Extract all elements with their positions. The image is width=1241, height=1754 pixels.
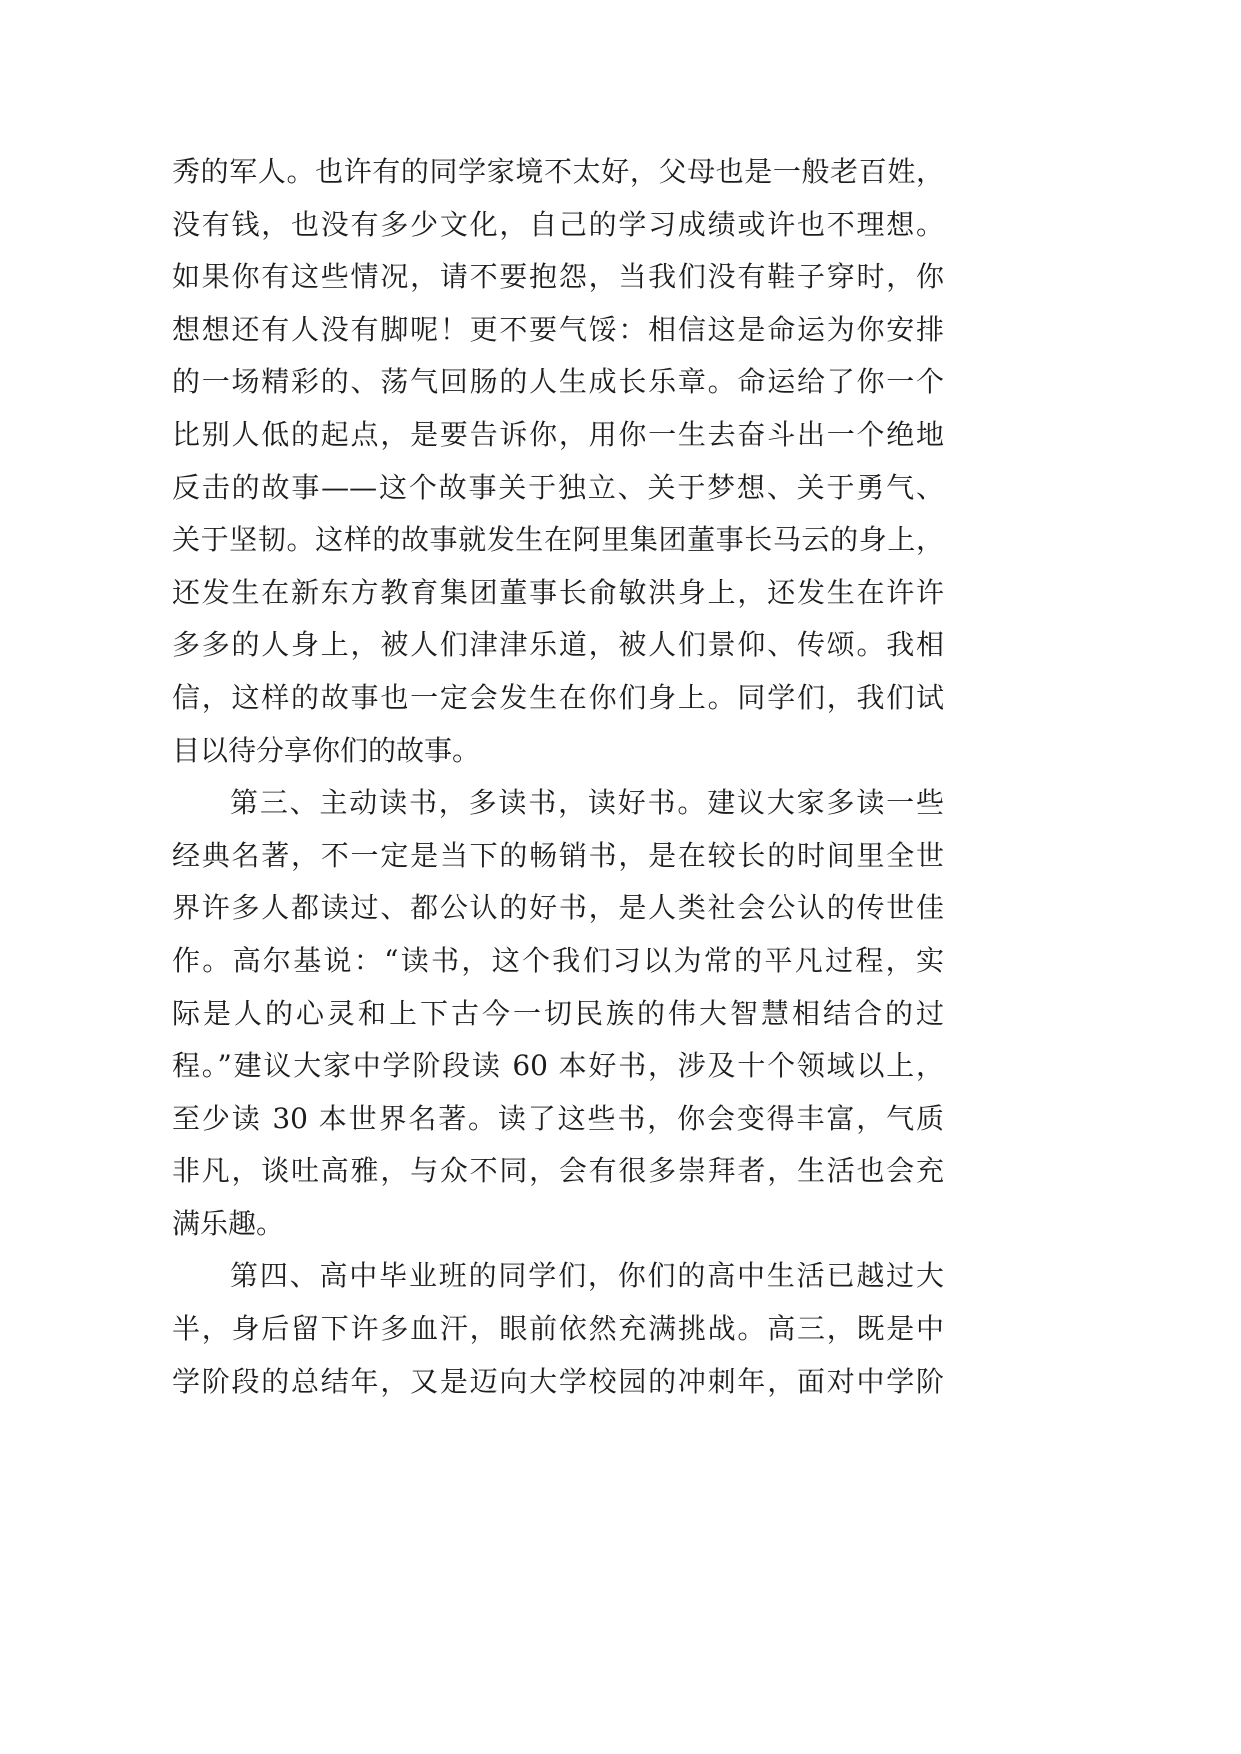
text-line: 反击的故事——这个故事关于独立、关于梦想、关于勇气、 [172,470,944,504]
text-line: 比别人低的起点，是要告诉你，用你一生去奋斗出一个绝地 [172,417,944,451]
text-line: 际是人的心灵和上下古今一切民族的伟大智慧相结合的过 [172,996,944,1030]
text-line: 半，身后留下许多血汗，眼前依然充满挑战。高三，既是中 [172,1312,944,1346]
text-line: 目以待分享你们的故事。 [172,733,481,767]
text-line: 信，这样的故事也一定会发生在你们身上。同学们，我们试 [172,680,944,714]
text-line: 多多的人身上，被人们津津乐道，被人们景仰、传颂。我相 [172,628,944,662]
text-line: 还发生在新东方教育集团董事长俞敏洪身上，还发生在许许 [172,575,944,609]
text-line: 至少读 30 本世界名著。读了这些书，你会变得丰富，气质 [172,1101,944,1135]
document-page-body [172,146,944,1408]
text-line: 经典名著，不一定是当下的畅销书，是在较长的时间里全世 [172,838,944,872]
text-line: 学阶段的总结年，又是迈向大学校园的冲刺年，面对中学阶 [172,1364,944,1398]
paragraph-third-point [172,777,944,1250]
text-line: 作。高尔基说：“读书，这个我们习以为常的平凡过程，实 [172,943,944,977]
text-line: 满乐趣。 [172,1206,285,1240]
text-line: 想想还有人没有脚呢！更不要气馁：相信这是命运为你安排 [172,312,944,346]
text-line: 第四、高中毕业班的同学们，你们的高中生活已越过大 [230,1259,944,1293]
paragraph-continuation [172,146,944,777]
text-line: 关于坚韧。这样的故事就发生在阿里集团董事长马云的身上， [172,523,944,557]
text-line: 第三、主动读书，多读书，读好书。建议大家多读一些 [230,786,944,820]
text-line: 的一场精彩的、荡气回肠的人生成长乐章。命运给了你一个 [172,365,944,399]
text-line: 没有钱，也没有多少文化，自己的学习成绩或许也不理想。 [172,207,944,241]
text-line: 界许多人都读过、都公认的好书，是人类社会公认的传世佳 [172,891,944,925]
text-line: 非凡，谈吐高雅，与众不同，会有很多崇拜者，生活也会充 [172,1154,944,1188]
text-line: 程。”建议大家中学阶段读 60 本好书，涉及十个领域以上， [172,1049,944,1083]
text-line: 如果你有这些情况，请不要抱怨，当我们没有鞋子穿时，你 [172,260,944,294]
paragraph-fourth-point [172,1250,944,1408]
text-line: 秀的军人。也许有的同学家境不太好，父母也是一般老百姓， [172,155,944,188]
